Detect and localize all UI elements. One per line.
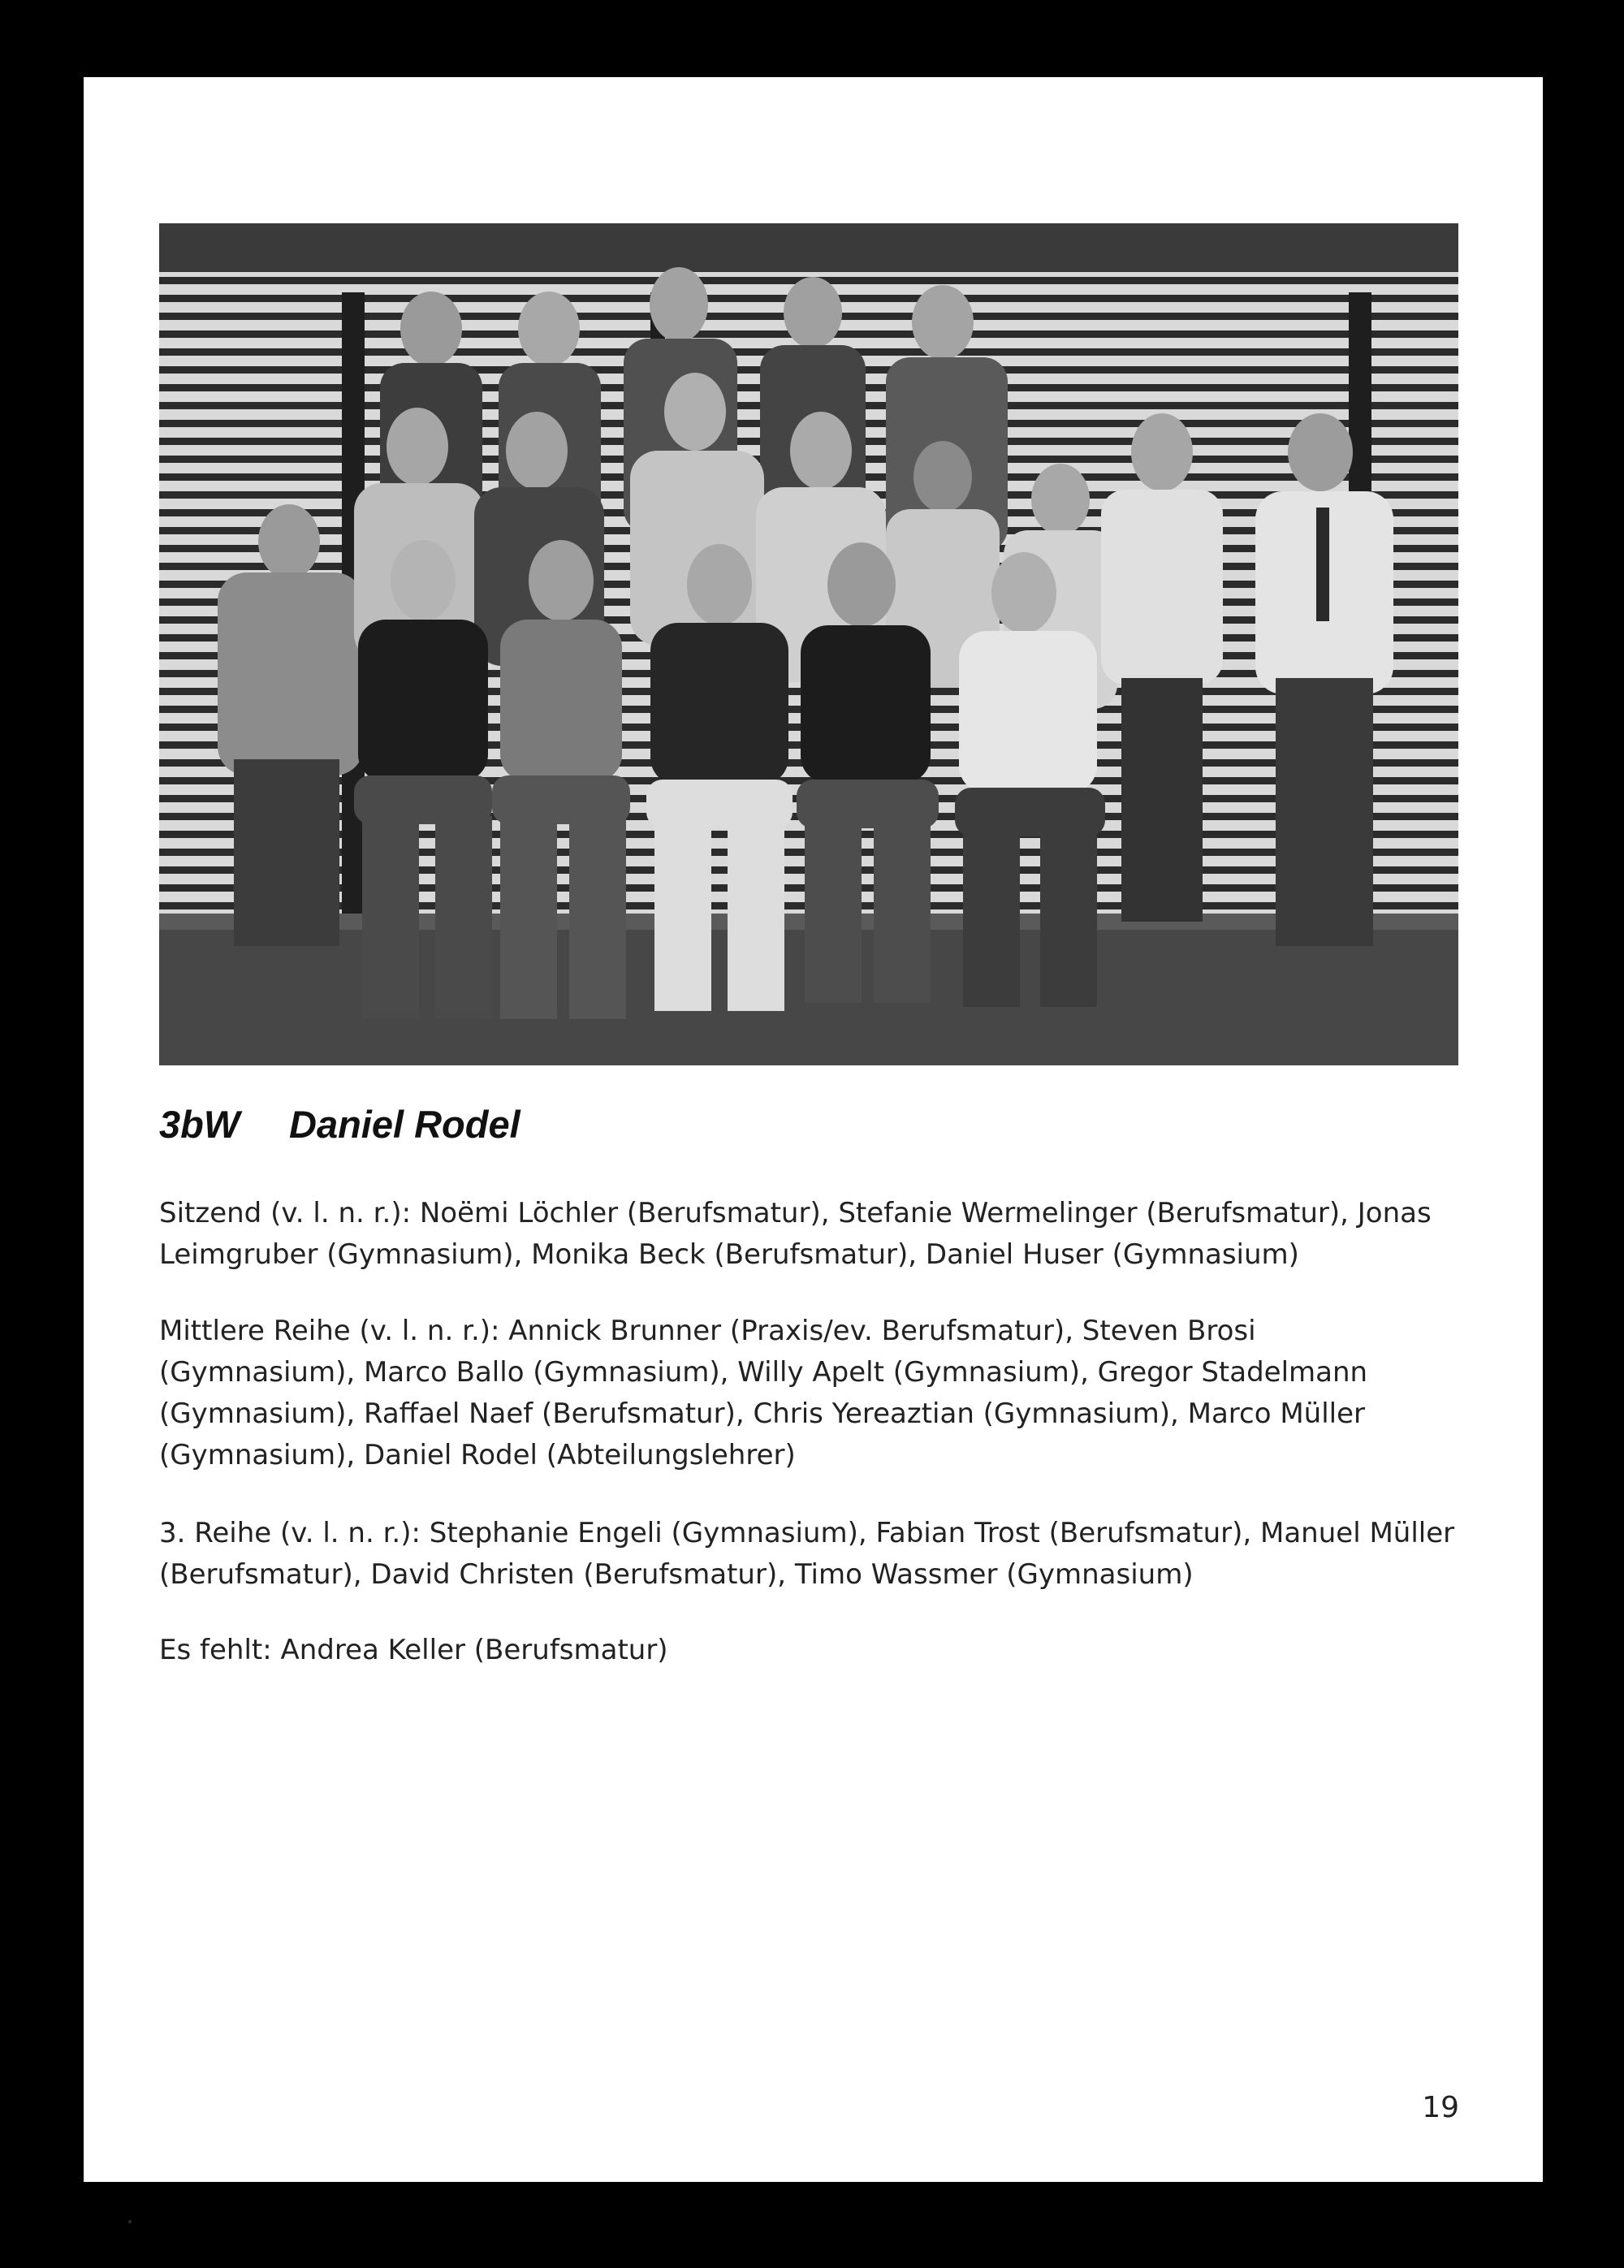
page-number: 19 [1422, 2091, 1459, 2124]
third-row-caption: 3. Reihe (v. l. n. r.): Stephanie Engeli (Gymnasium), Fabian Trost (Berufsmatur), Manuel Müller (Berufsmatur), David Christen (Berufsmatur), Timo Wassmer (Gymnasium) [159, 1517, 1455, 1591]
class-heading [159, 1102, 520, 1147]
teacher-name: Daniel Rodel [289, 1103, 520, 1146]
missing-student-caption: Es fehlt: Andrea Keller (Berufsmatur) [159, 1634, 668, 1666]
middle-row-caption: Mittlere Reihe (v. l. n. r.): Annick Brunner (Praxis/ev. Berufsmatur), Steven Brosi (Gymnasium), Marco Ballo (Gymnasium), Willy Apelt (Gymnasium), Gregor Stadelmann (Gymnasium), Raffael Naef (Berufsmatur), Chris Yereaztian (Gymnasium), Marco Müller (Gymnasium), Daniel Rodel (Abteilungslehrer) [159, 1315, 1368, 1471]
document-page [84, 77, 1543, 2182]
class-group-photo [159, 223, 1458, 1065]
scan-artifact [128, 2220, 132, 2223]
seated-row-caption: Sitzend (v. l. n. r.): Noëmi Löchler (Berufsmatur), Stefanie Wermelinger (Berufsmatur), Jonas Leimgruber (Gymnasium), Monika Beck (Berufsmatur), Daniel Huser (Gymnasium) [159, 1197, 1432, 1271]
class-code: 3bW [159, 1103, 240, 1146]
